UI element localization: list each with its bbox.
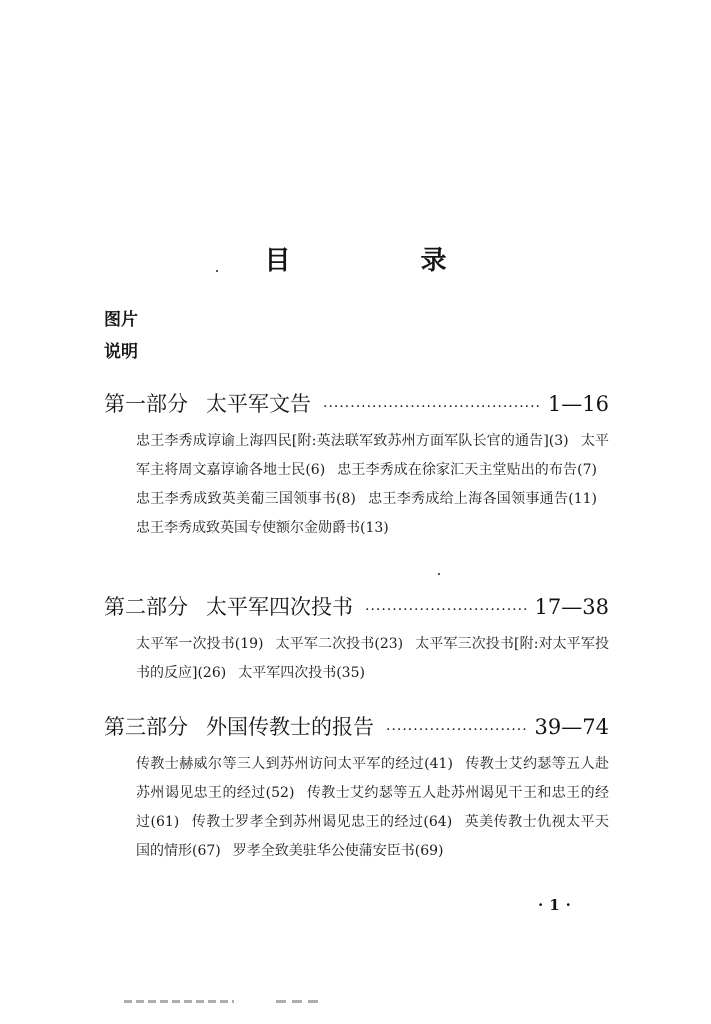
- toc-entry: 太平军二次投书(23): [275, 636, 404, 652]
- toc-entry: 太平军一次投书(19): [136, 636, 264, 652]
- scan-artifact: [124, 1000, 234, 1003]
- toc-entry: 英美传教士仇视太平天国的情形(67): [136, 814, 609, 859]
- toc-entry: 传教士罗孝全到苏州谒见忠王的经过(64): [191, 814, 453, 830]
- toc-entry: 罗孝全致美驻华公使蒲安臣书(69): [232, 843, 444, 859]
- scan-artifact: [276, 1000, 320, 1003]
- section-part-label: 第二部分: [104, 595, 188, 619]
- section-heading: [104, 390, 609, 421]
- section-heading: [104, 593, 609, 624]
- section-entries: [136, 630, 609, 688]
- section-heading: [104, 713, 609, 744]
- toc-entry: 忠王李秀成给上海各国领事通告(11): [367, 491, 597, 507]
- toc-entry: 忠王李秀成致英国专使额尔金勋爵书(13): [136, 520, 389, 536]
- front-matter-illustrations: 图片: [104, 310, 138, 330]
- section-page-range: 17—38: [534, 595, 609, 619]
- section-name: 太平军四次投书: [206, 595, 353, 619]
- section-part-label: 第一部分: [104, 392, 188, 416]
- dot-leader: [365, 596, 529, 624]
- front-matter-notes: 说明: [104, 342, 138, 362]
- toc-entry: 传教士艾约瑟等五人赴苏州谒见干王和忠王的经过(61): [136, 785, 609, 830]
- section-entries: [136, 750, 609, 866]
- toc-entry: 忠王李秀成在徐家汇天主堂贴出的布告(7): [337, 462, 597, 478]
- toc-section-2: [104, 593, 609, 688]
- section-entries: [136, 427, 609, 543]
- dot-leader: [323, 393, 542, 421]
- section-part-label: 第三部分: [104, 715, 188, 739]
- scan-speck: [216, 270, 218, 272]
- toc-entry: 太平军主将周文嘉谆谕各地士民(6): [136, 433, 610, 478]
- page-title: 目 录: [264, 246, 499, 276]
- section-name: 太平军文告: [206, 392, 311, 416]
- section-page-range: 39—74: [534, 715, 609, 739]
- toc-entry: 传教士艾约瑟等五人赴苏州谒见忠王的经过(52): [136, 756, 609, 801]
- page-number: ·1·: [538, 896, 577, 914]
- toc-entry: 传教士赫威尔等三人到苏州访问太平军的经过(41): [136, 756, 453, 772]
- toc-entry: 太平军三次投书[附:对太平军投书的反应](26): [136, 636, 609, 681]
- toc-entry: 忠王李秀成致英美葡三国领事书(8): [136, 491, 356, 507]
- section-name: 外国传教士的报告: [206, 715, 374, 739]
- toc-entry: 忠王李秀成谆谕上海四民[附:英法联军致苏州方面军队长官的通告](3): [136, 433, 569, 449]
- toc-entry: 太平军四次投书(35): [238, 665, 365, 681]
- toc-section-3: [104, 713, 609, 866]
- scan-speck: [438, 573, 440, 575]
- toc-section-1: [104, 390, 609, 543]
- section-page-range: 1—16: [547, 392, 609, 416]
- dot-leader: [386, 716, 529, 744]
